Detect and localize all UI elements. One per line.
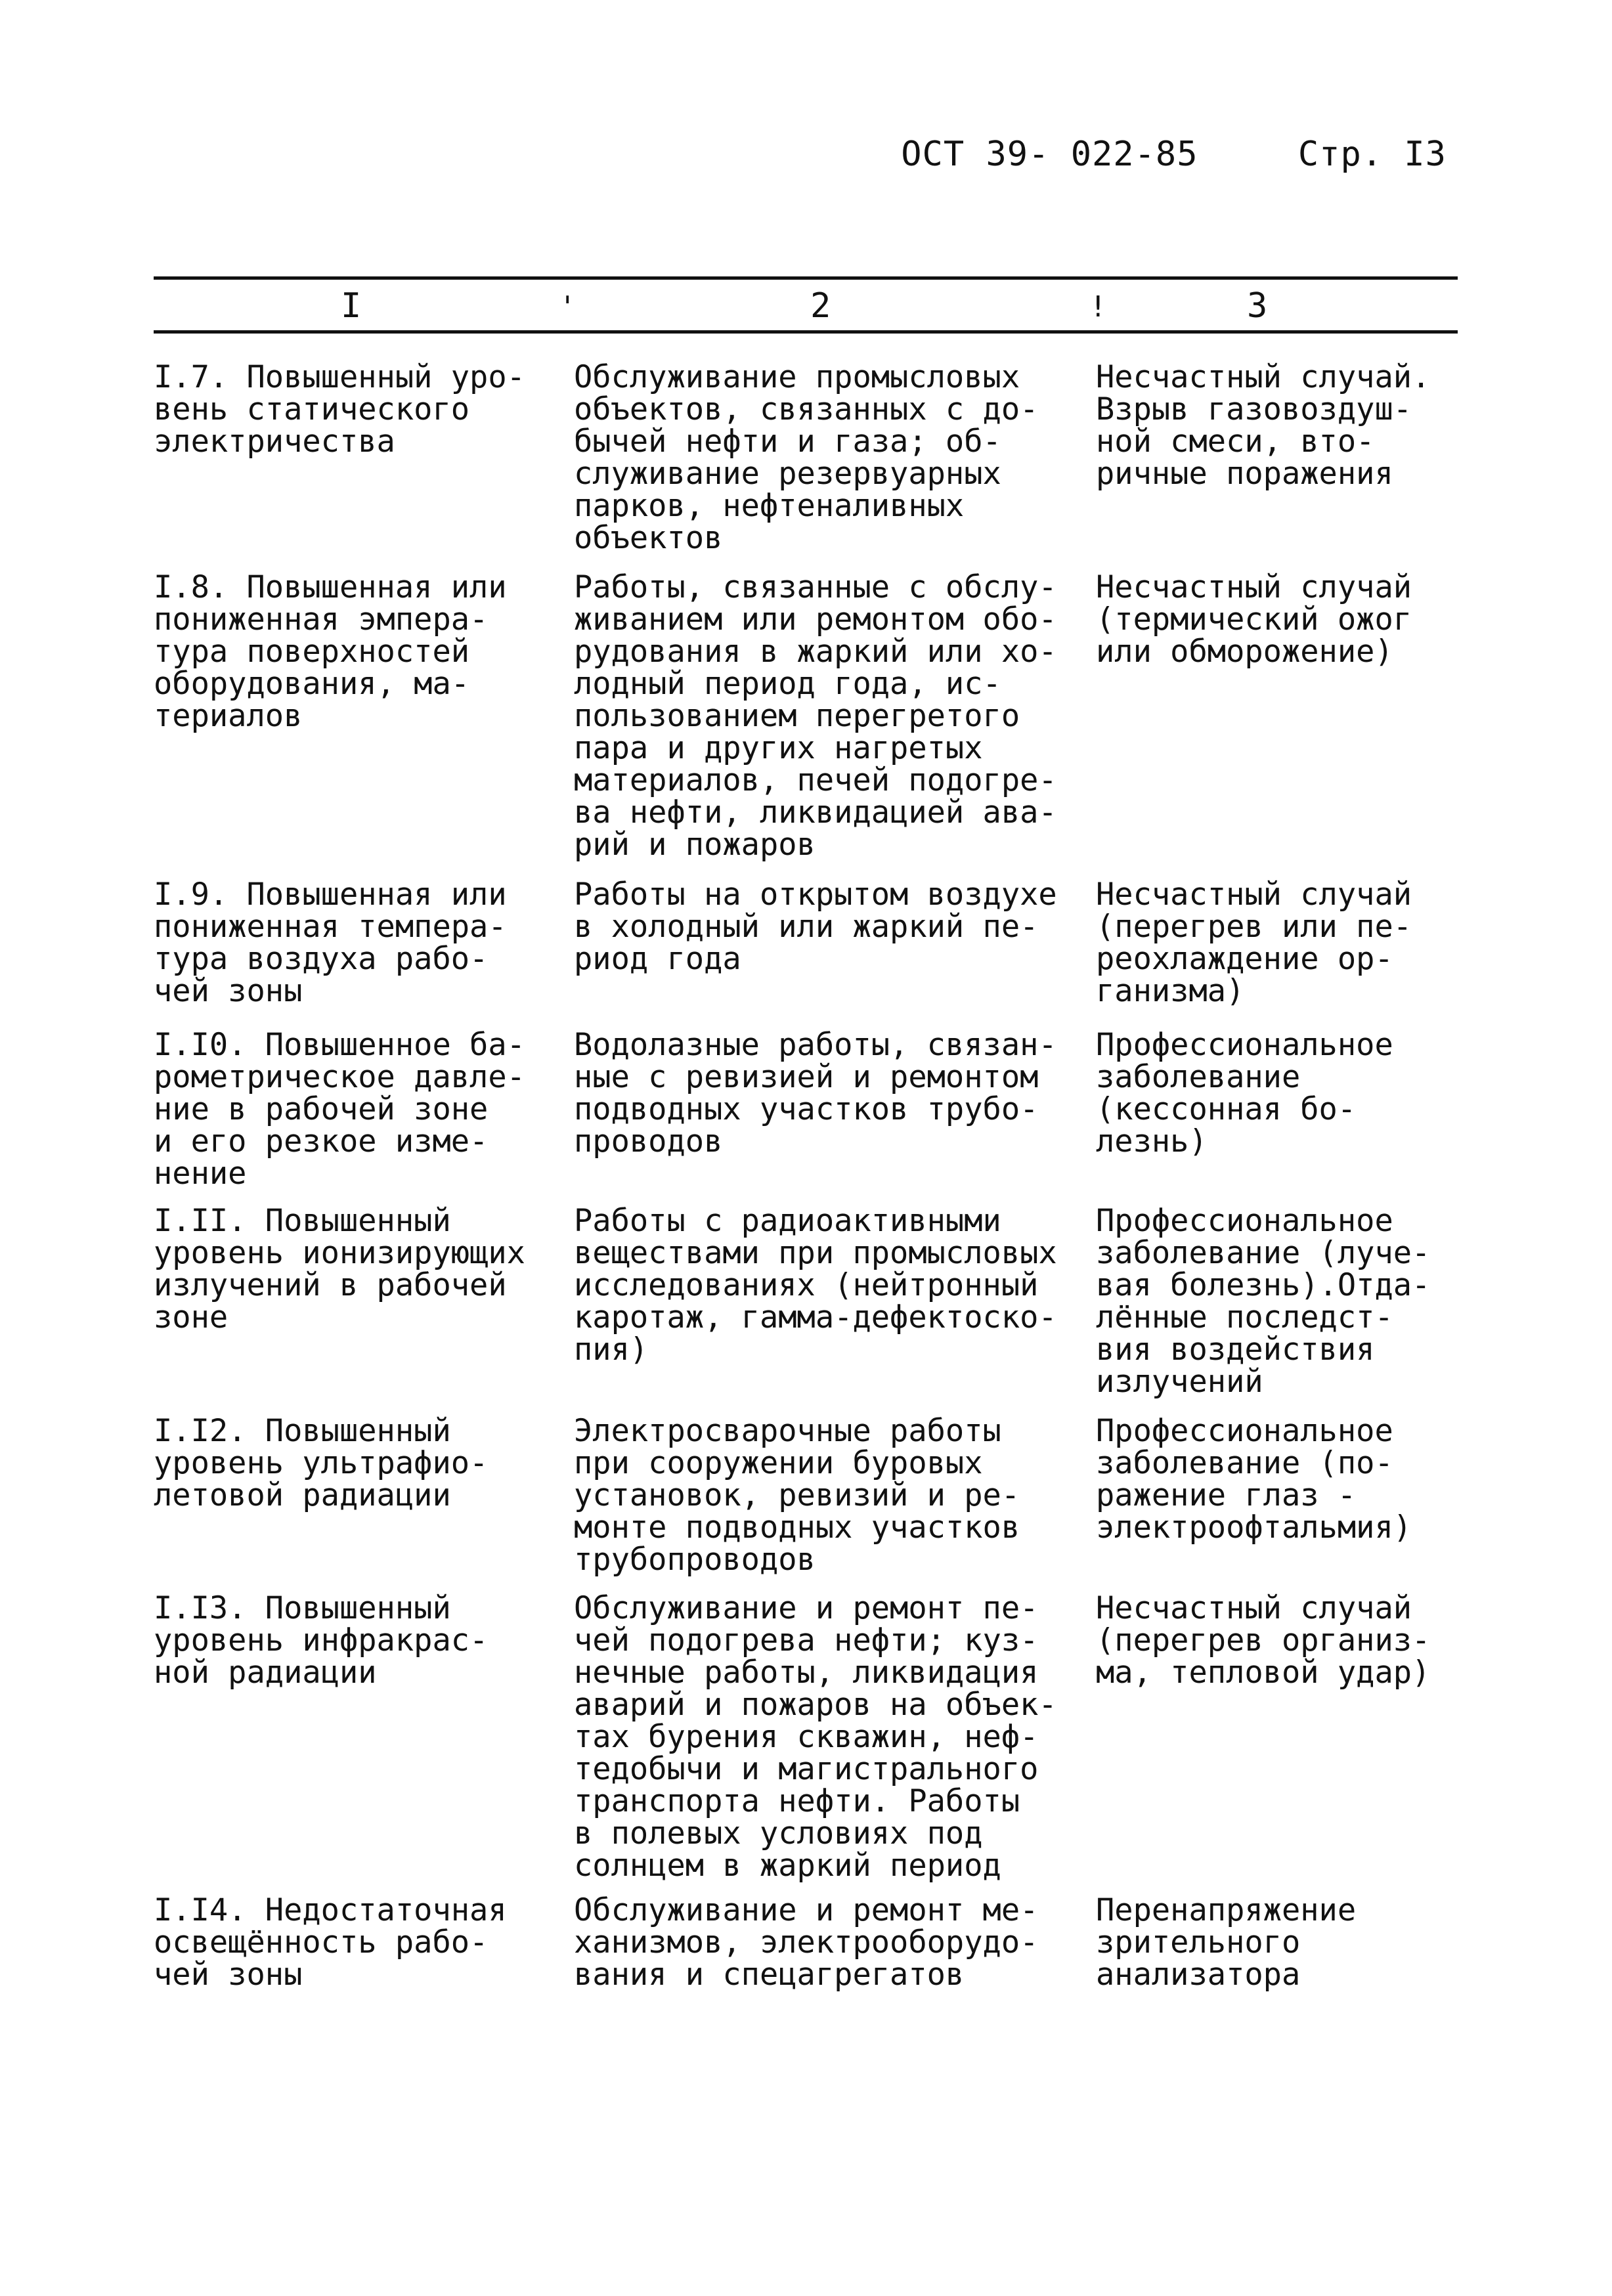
consequence: Профессиональное заболевание (кессонная бо- лезнь) (1096, 1027, 1393, 1159)
hazard-factor: I.I4. Недостаточная освещённость рабо- чей зоны (154, 1892, 507, 1993)
hazard-factor: I.I3. Повышенный уровень инфракрас- ной радиации (154, 1590, 489, 1691)
consequence: Несчастный случай (термический ожог или обморожение) (1096, 569, 1412, 670)
column-header-1: I (341, 286, 362, 326)
hazard-factor: I.8. Повышенная или пониженная эмпера- тура поверхностей оборудования, ма- териалов (154, 569, 507, 734)
work-type: Обслуживание и ремонт ме- ханизмов, электрооборудо- вания и спецагрегатов (574, 1892, 1039, 1993)
hazard-factor: I.9. Повышенная или пониженная темпера- тура воздуха рабо- чей зоны (154, 877, 507, 1009)
consequence: Несчастный случай (перегрев организ- ма, тепловой удар) (1096, 1590, 1431, 1691)
column-header-3: 3 (1247, 286, 1268, 326)
hazard-factor: I.I2. Повышенный уровень ультрафио- летовой радиации (154, 1413, 489, 1513)
consequence: Несчастный случай (перегрев или пе- реохлаждение ор- ганизма) (1096, 877, 1412, 1009)
work-type: Водолазные работы, связан- ные с ревизией и ремонтом подводных участков трубо- проводов (574, 1027, 1057, 1159)
consequence: Перенапряжение зрительного анализатора (1096, 1892, 1357, 1993)
work-type: Работы на открытом воздухе в холодный или жаркий пе- риод года (574, 877, 1057, 977)
work-type: Обслуживание и ремонт пе- чей подогрева нефти; куз- нечные работы, ликвидация аварий и пожаров на объек- тах бурения скважин, неф- тедобычи и магистрального транспорта нефти. Работы в полевых условиях под солнцем в жаркий период (574, 1590, 1057, 1884)
consequence: Профессиональное заболевание (луче- вая болезнь).Отда- лённые последст- вия воздействия излучений (1096, 1203, 1431, 1400)
consequence: Несчастный случай. Взрыв газовоздуш- ной смеси, вто- ричные поражения (1096, 359, 1431, 492)
standard-code: ОСТ 39- 022-85 (901, 135, 1198, 174)
table-column-headers (154, 286, 1458, 328)
work-type: Работы, связанные с обслу- живанием или ремонтом обо- рудования в жаркий или хо- лодный период года, ис- пользованием перегретого пара и других нагретых материалов, печей подогре- ва нефти, ликвидацией ава- рий и пожаров (574, 569, 1057, 863)
hazard-factor: I.7. Повышенный уро- вень статического электричества (154, 359, 525, 460)
work-type: Электросварочные работы при сооружении буровых установок, ревизий и ре- монте подводных участков трубопроводов (574, 1413, 1020, 1578)
table-top-rule (154, 276, 1458, 280)
page-header (901, 135, 1447, 174)
column-separator-1: ' (559, 290, 577, 324)
hazard-factor: I.II. Повышенный уровень ионизирующих излучений в рабочей зоне (154, 1203, 525, 1335)
work-type: Обслуживание промысловых объектов, связанных с до- бычей нефти и газа; об- служивание резервуарных парков, нефтеналивных объектов (574, 359, 1039, 556)
hazard-factor: I.I0. Повышенное ба- рометрическое давле- ние в рабочей зоне и его резкое изме- нение (154, 1027, 525, 1192)
table-header-rule (154, 330, 1458, 334)
column-separator-2: ! (1089, 290, 1107, 324)
consequence: Профессиональное заболевание (по- ражение глаз - электроофтальмия) (1096, 1413, 1412, 1546)
column-header-2: 2 (810, 286, 831, 326)
work-type: Работы с радиоактивными веществами при промысловых исследованиях (нейтронный каротаж, гамма-дефектоско- пия) (574, 1203, 1057, 1368)
page-number: Стр. I3 (1297, 135, 1447, 174)
